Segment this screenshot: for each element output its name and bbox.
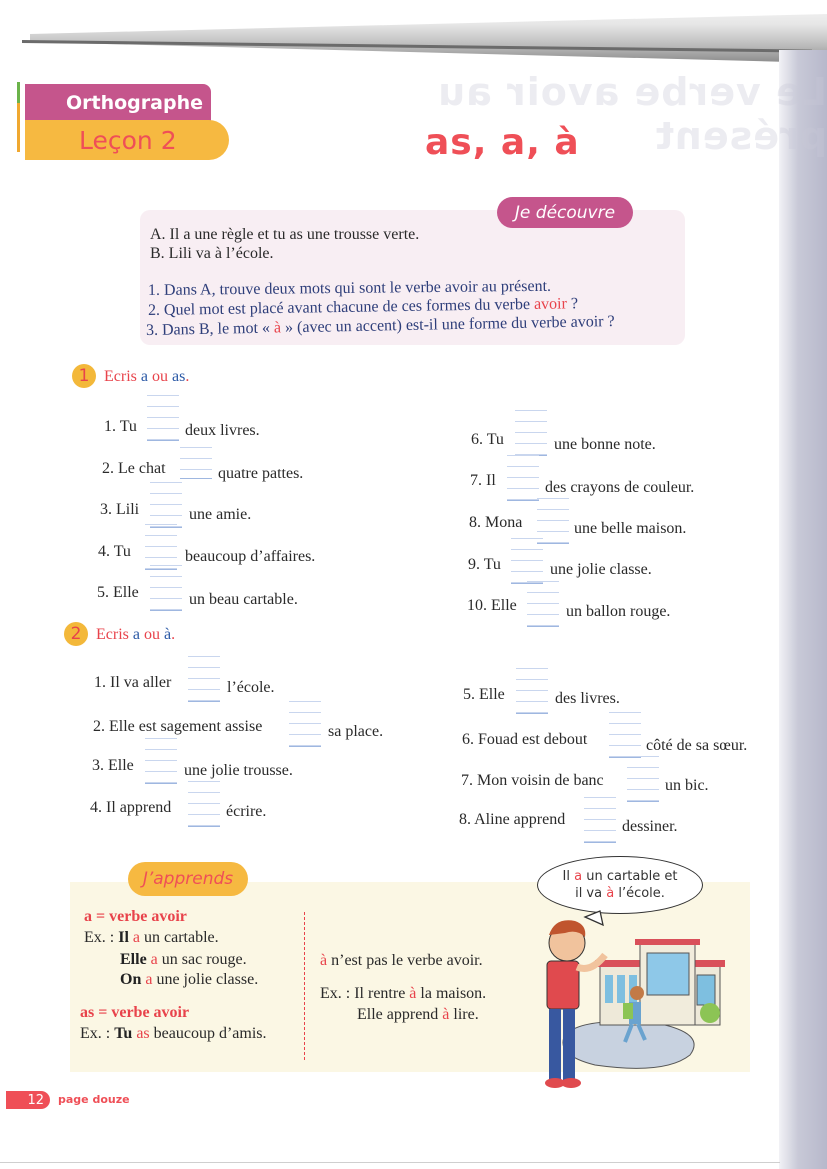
ex2-item-2-start: 2. Elle est sagement assise <box>93 718 263 735</box>
ex2-item-1-end: l’école. <box>227 679 275 696</box>
ex1-item-2-start: 2. Le chat <box>102 460 166 477</box>
ex2-item-2-blank[interactable] <box>289 701 321 747</box>
ex1-item-5-blank[interactable] <box>150 565 182 611</box>
page-title: as, a, à <box>425 122 580 163</box>
ex2-item-6-start: 6. Fouad est debout <box>462 731 588 748</box>
ex1-item-10-start: 10. Elle <box>467 597 517 614</box>
ex2-item-8-end: dessiner. <box>622 818 678 835</box>
ex1-item-2-blank[interactable] <box>180 447 212 479</box>
ex2-item-6-end: côté de sa sœur. <box>646 737 748 754</box>
question-1: 1. Dans A, trouve deux mots qui sont le verbe avoir au présent. <box>147 277 552 299</box>
ex2-item-2-end: sa place. <box>328 723 384 740</box>
speech-bubble: Il a un cartable et il va à l’école. <box>537 856 703 914</box>
ex2-item-7-end: un bic. <box>665 777 709 794</box>
school-boy-illustration <box>525 905 725 1090</box>
show-through-text: Le verbe avoir au présent <box>437 70 827 158</box>
scan-shadow-right <box>779 50 827 1169</box>
ex2-item-4-blank[interactable] <box>188 781 220 827</box>
ex2-item-3-start: 3. Elle <box>92 757 134 774</box>
question-2: 2. Quel mot est placé avant chacune de ces formes du verbe avoir ? <box>147 295 579 319</box>
ex1-item-1-start: 1. Tu <box>104 418 137 435</box>
rule-as-example: Ex. : Tu as beaucoup d’amis. <box>80 1025 267 1042</box>
ex1-item-7-blank[interactable] <box>507 455 539 501</box>
ex1-item-4-start: 4. Tu <box>98 543 131 560</box>
ex2-item-5-start: 5. Elle <box>463 686 505 703</box>
rule-accent-example-2: Elle apprend à lire. <box>357 1006 479 1023</box>
ex2-item-7-blank[interactable] <box>627 756 659 802</box>
ex1-item-5-end: un beau cartable. <box>189 591 298 608</box>
scan-shadow-top <box>0 0 827 62</box>
ex1-item-4-end: beaucoup d’affaires. <box>185 548 316 565</box>
ex1-item-9-blank[interactable] <box>511 538 543 584</box>
rule-a-example-3: On a une jolie classe. <box>120 971 259 988</box>
ex2-item-8-blank[interactable] <box>584 797 616 843</box>
sentence-b: B. Lili va à l’école. <box>150 245 274 262</box>
ex2-item-1-start: 1. Il va aller <box>94 674 172 691</box>
ex1-item-9-start: 9. Tu <box>468 556 501 573</box>
ex1-item-6-start: 6. Tu <box>471 431 504 448</box>
ex1-item-3-start: 3. Lili <box>100 501 140 518</box>
ex1-item-8-start: 8. Mona <box>469 514 523 531</box>
exercise-2-number: 2 <box>64 622 88 646</box>
ex2-item-1-blank[interactable] <box>188 656 220 702</box>
page-number: 12 <box>6 1091 50 1109</box>
ex1-item-6-blank[interactable] <box>515 410 547 456</box>
page-label: page douze <box>58 1093 130 1106</box>
ex2-item-7-start: 7. Mon voisin de banc <box>461 772 604 789</box>
ex2-item-5-end: des livres. <box>555 690 620 707</box>
sentence-a: A. Il a une règle et tu as une trousse verte. <box>150 226 420 243</box>
ex1-item-6-end: une bonne note. <box>554 436 656 453</box>
exercise-1-number: 1 <box>72 364 96 388</box>
ex2-item-3-blank[interactable] <box>145 738 177 784</box>
ex1-item-3-blank[interactable] <box>150 482 182 528</box>
rule-as-heading: as = verbe avoir <box>80 1004 190 1021</box>
rule-accent-example-1: Ex. : Il rentre à la maison. <box>320 985 487 1002</box>
ex1-item-4-blank[interactable] <box>145 524 177 570</box>
question-3: 3. Dans B, le mot « à » (avec un accent) est-il une forme du verbe avoir ? <box>145 313 615 339</box>
ex1-item-2-end: quatre pattes. <box>218 465 304 482</box>
ex1-item-8-end: une belle maison. <box>574 520 687 537</box>
ex1-item-3-end: une amie. <box>189 506 252 523</box>
rule-accent-heading: à n’est pas le verbe avoir. <box>320 952 483 969</box>
ex1-item-7-start: 7. Il <box>470 472 496 489</box>
exercise-1-title: Ecris a ou as. <box>104 368 190 385</box>
scan-edge-bottom <box>0 1162 780 1163</box>
ex1-item-1-blank[interactable] <box>147 395 179 441</box>
apprends-label: J’apprends <box>128 862 248 896</box>
subject-badge: Orthographe <box>25 84 211 122</box>
ex1-item-7-end: des crayons de couleur. <box>545 479 695 496</box>
ex1-item-10-blank[interactable] <box>527 581 559 627</box>
ex2-item-8-start: 8. Aline apprend <box>459 811 566 828</box>
ex1-item-5-start: 5. Elle <box>97 584 139 601</box>
ex2-item-3-end: une jolie trousse. <box>184 762 293 779</box>
rule-divider <box>304 912 305 1060</box>
rule-a-example-1: Ex. : Il a un cartable. <box>84 929 219 946</box>
ex1-item-10-end: un ballon rouge. <box>566 603 671 620</box>
rule-a-example-2: Elle a un sac rouge. <box>120 951 247 968</box>
decouvre-label: Je découvre <box>497 197 633 228</box>
ex2-item-5-blank[interactable] <box>516 668 548 714</box>
header-accent-bar <box>17 82 20 152</box>
ex2-item-4-end: écrire. <box>226 803 267 820</box>
ex2-item-4-start: 4. Il apprend <box>90 799 172 816</box>
rule-a-heading: a = verbe avoir <box>84 908 187 925</box>
lesson-badge: Leçon 2 <box>25 120 229 160</box>
ex1-item-9-end: une jolie classe. <box>550 561 652 578</box>
ex2-item-6-blank[interactable] <box>609 712 641 758</box>
exercise-2-title: Ecris a ou à. <box>96 626 176 643</box>
ex1-item-1-end: deux livres. <box>185 422 260 439</box>
